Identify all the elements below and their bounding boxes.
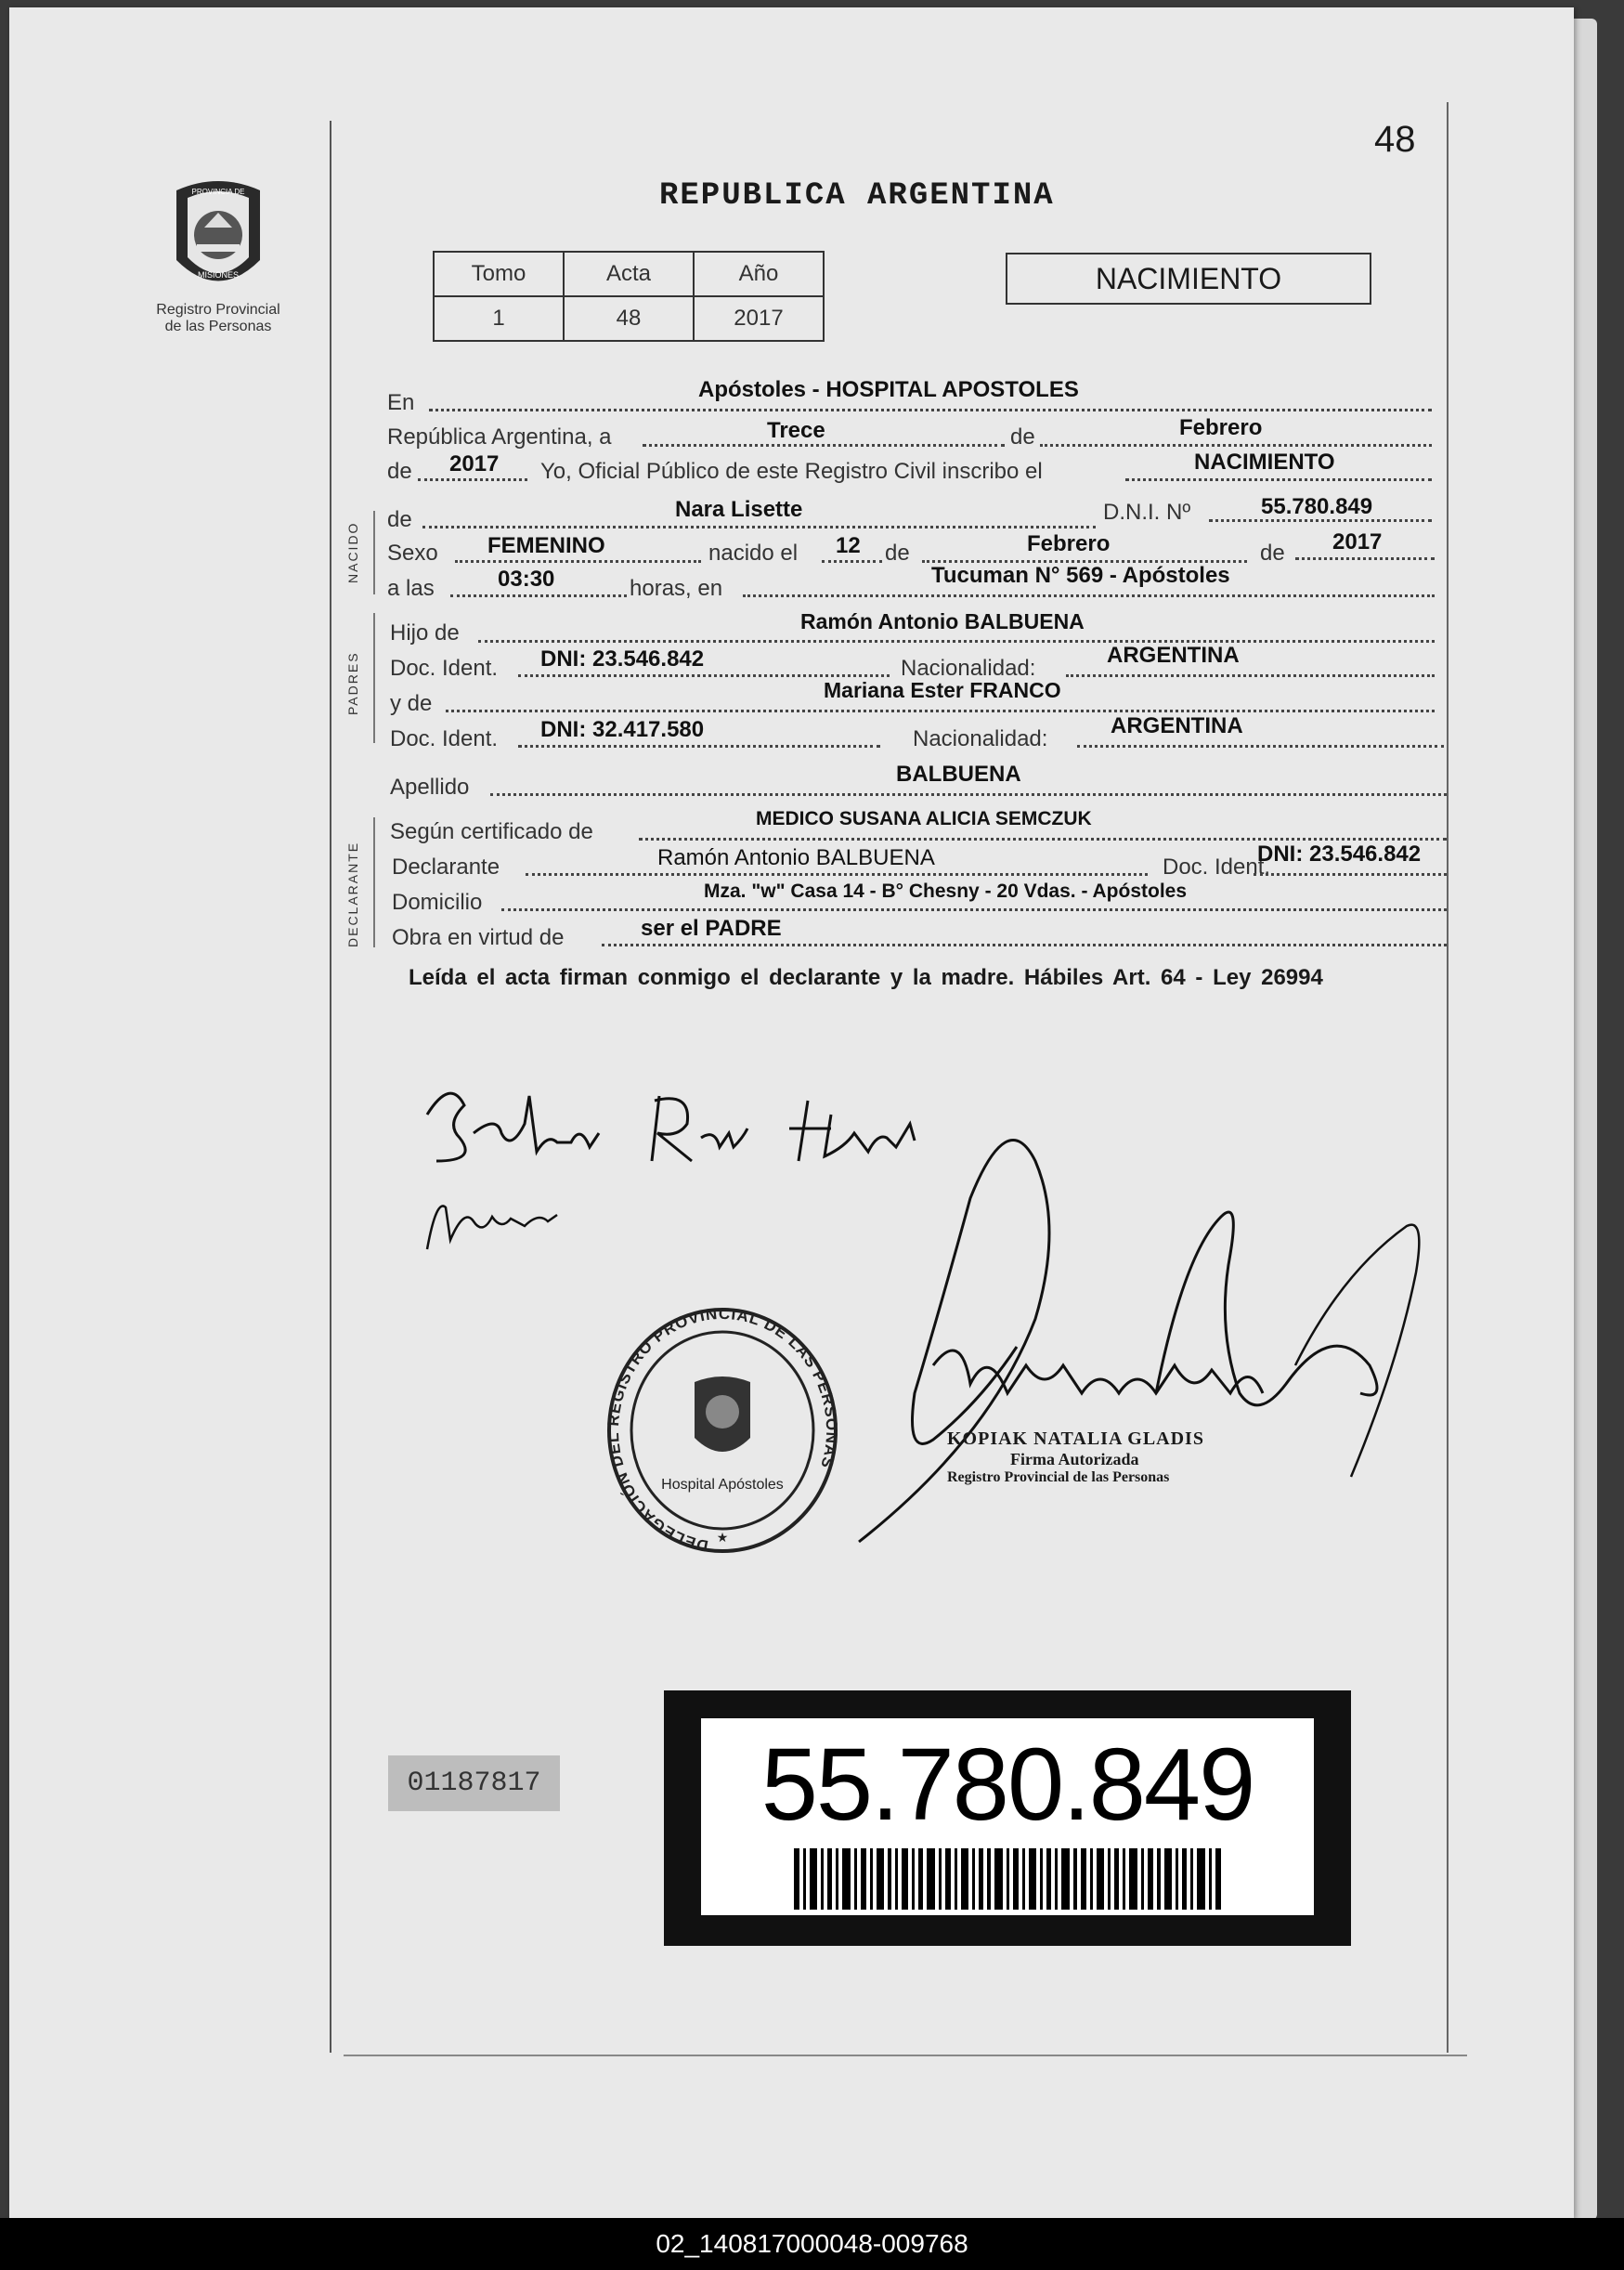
form-frame-bottom bbox=[344, 2055, 1467, 2056]
padres-divider bbox=[373, 613, 375, 743]
closing-text: Leída el acta firman conmigo el declarante y la madre. Hábiles Art. 64 - Ley 26994 bbox=[409, 965, 1323, 990]
registry-stamp bbox=[602, 1298, 843, 1568]
value-sex: FEMENINO bbox=[487, 533, 605, 558]
label-segun: Según certificado de bbox=[390, 819, 593, 844]
value-certificate: MEDICO SUSANA ALICIA SEMCZUK bbox=[756, 808, 1092, 829]
label-nacido-el: nacido el bbox=[708, 541, 799, 566]
act-type-box: NACIMIENTO bbox=[1006, 253, 1371, 305]
svg-text:PROVINCIA DE: PROVINCIA DE bbox=[191, 188, 245, 196]
dotted-line bbox=[501, 908, 1447, 911]
label-sexo: Sexo bbox=[387, 541, 438, 566]
dotted-line bbox=[643, 444, 1005, 447]
svg-text:★: ★ bbox=[716, 1530, 729, 1545]
value-dni: 55.780.849 bbox=[1261, 494, 1373, 519]
value-father-doc: DNI: 23.546.842 bbox=[540, 646, 705, 672]
label-doc-ident-2: Doc. Ident. bbox=[390, 726, 499, 751]
dotted-line bbox=[446, 710, 1435, 712]
svg-text:DELEGACIÓN DEL REGISTRO PROVIN: DELEGACIÓN DEL REGISTRO PROVINCIAL DE LAS PERSONAS bbox=[604, 1304, 841, 1555]
value-surname: BALBUENA bbox=[896, 762, 1021, 787]
value-birth-month: Febrero bbox=[1027, 531, 1111, 556]
authorized-role: Firma Autorizada bbox=[1010, 1450, 1139, 1468]
stamp-emblem-icon bbox=[695, 1376, 750, 1452]
svg-text:Hospital Apóstoles: Hospital Apóstoles bbox=[661, 1477, 784, 1493]
value-year: 2017 bbox=[449, 451, 500, 476]
value-by-virtue: ser el PADRE bbox=[641, 916, 782, 941]
label-apellido: Apellido bbox=[390, 775, 470, 800]
official-handwritten-signature bbox=[850, 1087, 1444, 1560]
dotted-line bbox=[1125, 478, 1432, 481]
value-mother: Mariana Ester FRANCO bbox=[824, 678, 1061, 702]
value-month: Febrero bbox=[1179, 415, 1263, 440]
form-frame-right bbox=[1447, 102, 1449, 2053]
value-father-nat: ARGENTINA bbox=[1107, 643, 1240, 668]
dotted-line bbox=[422, 526, 1096, 528]
value-tomo: 1 bbox=[434, 296, 564, 341]
label-de1: de bbox=[1010, 424, 1035, 450]
dotted-line bbox=[429, 409, 1432, 411]
dotted-line bbox=[822, 560, 882, 563]
value-mother-nat: ARGENTINA bbox=[1111, 713, 1243, 738]
footer-file-id: 02_140817000048-009768 bbox=[0, 2218, 1624, 2270]
label-de5: de bbox=[1260, 541, 1285, 566]
label-nacionalidad-2: Nacionalidad: bbox=[913, 726, 1048, 751]
label-doc-ident-1: Doc. Ident. bbox=[390, 656, 499, 681]
dni-label-sticker bbox=[664, 1690, 1351, 1946]
label-a-las: a las bbox=[387, 576, 435, 601]
label-nacionalidad-1: Nacionalidad: bbox=[901, 656, 1036, 681]
dotted-line bbox=[518, 674, 890, 677]
dotted-line bbox=[1295, 557, 1435, 560]
dotted-line bbox=[743, 594, 1435, 597]
registry-logo bbox=[139, 172, 297, 358]
label-de2: de bbox=[387, 459, 412, 484]
section-label-declarante: DECLARANTE bbox=[345, 841, 360, 947]
label-obra: Obra en virtud de bbox=[392, 925, 565, 950]
dotted-line bbox=[478, 640, 1435, 643]
label-de3: de bbox=[387, 507, 412, 532]
serial-number-sticker: 01187817 bbox=[388, 1755, 560, 1811]
section-label-nacido: NACIDO bbox=[345, 521, 360, 583]
value-address: Mza. "w" Casa 14 - B° Chesny - 20 Vdas. - Apóstoles bbox=[704, 881, 1188, 902]
dotted-line bbox=[450, 594, 627, 597]
label-domicilio: Domicilio bbox=[392, 890, 483, 915]
dotted-line bbox=[1077, 745, 1444, 748]
label-en: En bbox=[387, 390, 415, 415]
value-mother-doc: DNI: 32.417.580 bbox=[540, 717, 705, 742]
record-index-table bbox=[433, 251, 825, 342]
label-dni: D.N.I. Nº bbox=[1103, 500, 1191, 525]
value-ano: 2017 bbox=[694, 296, 824, 341]
value-time: 03:30 bbox=[498, 567, 555, 592]
authorized-name: KOPIAK NATALIA GLADIS bbox=[947, 1429, 1204, 1449]
value-place: Apóstoles - HOSPITAL APOSTOLES bbox=[698, 377, 1079, 402]
dotted-line bbox=[490, 793, 1447, 796]
value-birth-day: 12 bbox=[836, 533, 861, 558]
label-hijo-de: Hijo de bbox=[390, 620, 460, 646]
dotted-line bbox=[518, 745, 880, 748]
header-tomo: Tomo bbox=[434, 252, 564, 296]
declarante-divider bbox=[373, 817, 375, 947]
dotted-line bbox=[455, 560, 701, 563]
value-day: Trece bbox=[767, 418, 825, 443]
dotted-line bbox=[1066, 674, 1435, 677]
value-birth-place: Tucuman N° 569 - Apóstoles bbox=[931, 563, 1230, 588]
barcode-icon bbox=[794, 1848, 1221, 1910]
value-acta: 48 bbox=[564, 296, 694, 341]
nacido-divider bbox=[373, 511, 375, 594]
dotted-line bbox=[602, 944, 1447, 946]
dotted-line bbox=[526, 873, 1148, 876]
value-birth-year: 2017 bbox=[1332, 529, 1383, 554]
authorized-office: Registro Provincial de las Personas bbox=[947, 1469, 1170, 1485]
dni-label-number: 55.780.849 bbox=[760, 1728, 1254, 1842]
label-y-de: y de bbox=[390, 691, 433, 716]
value-declarant-doc: DNI: 23.546.842 bbox=[1257, 841, 1422, 867]
value-name: Nara Lisette bbox=[675, 497, 803, 522]
authorized-signature-block bbox=[947, 1429, 1204, 1486]
province-emblem-icon bbox=[167, 172, 269, 302]
dotted-line bbox=[1040, 444, 1432, 447]
label-declarante: Declarante bbox=[392, 855, 500, 880]
header-acta: Acta bbox=[564, 252, 694, 296]
dni-label-panel bbox=[701, 1718, 1314, 1915]
logo-caption-line2: de las Personas bbox=[164, 319, 272, 334]
value-father: Ramón Antonio BALBUENA bbox=[800, 609, 1085, 633]
value-act: NACIMIENTO bbox=[1194, 450, 1335, 475]
form-frame-left bbox=[330, 121, 331, 2053]
logo-caption-line1: Registro Provincial bbox=[156, 302, 280, 318]
label-republica: República Argentina, a bbox=[387, 424, 612, 450]
label-yo-oficial: Yo, Oficial Público de este Registro Civil inscribo el bbox=[540, 459, 1043, 484]
label-horas-en: horas, en bbox=[630, 576, 723, 601]
svg-text:MISIONES: MISIONES bbox=[197, 270, 240, 280]
section-label-padres: PADRES bbox=[345, 651, 360, 715]
header-ano: Año bbox=[694, 252, 824, 296]
page-number: 48 bbox=[1374, 119, 1416, 160]
dotted-line bbox=[639, 838, 1447, 841]
label-de4: de bbox=[885, 541, 910, 566]
dotted-line bbox=[418, 478, 527, 481]
value-declarant: Ramón Antonio BALBUENA bbox=[657, 845, 935, 870]
document-title: REPUBLICA ARGENTINA bbox=[659, 178, 1055, 214]
label-doc-ident-3: Doc. Ident. bbox=[1163, 855, 1271, 880]
dotted-line bbox=[1254, 873, 1447, 876]
